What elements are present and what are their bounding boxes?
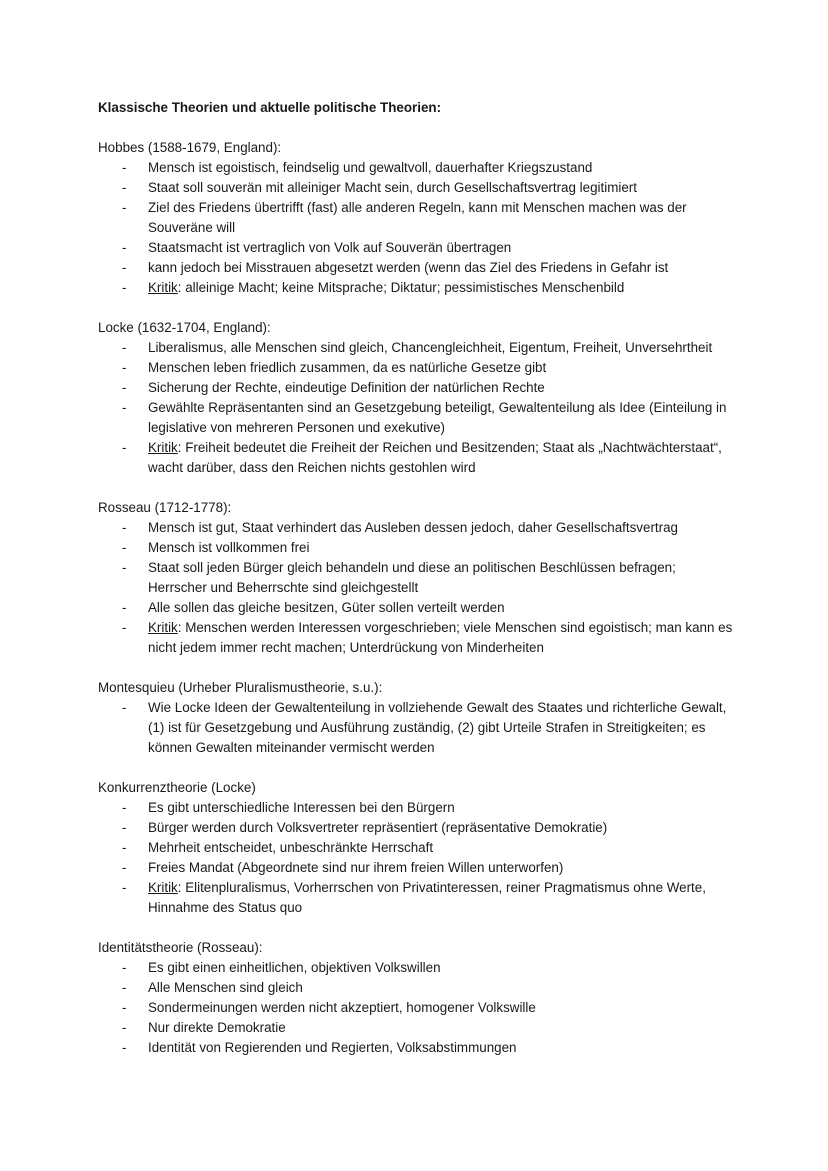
bullet-dash: -	[122, 700, 127, 715]
bullet-dash: -	[122, 960, 127, 975]
list-item-text: Alle sollen das gleiche besitzen, Güter sollen verteilt werden	[148, 600, 505, 615]
list-item-text: Alle Menschen sind gleich	[148, 980, 303, 995]
list-item	[98, 178, 738, 198]
document-title: Klassische Theorien und aktuelle politische Theorien:	[98, 100, 442, 115]
list-item-text: Mensch ist egoistisch, feindselig und gewaltvoll, dauerhafter Kriegszustand	[148, 160, 593, 175]
bullet-list	[98, 338, 738, 478]
list-item-text: Ziel des Friedens übertrifft (fast) alle anderen Regeln, kann mit Menschen machen was der Souveräne will	[148, 200, 687, 235]
list-item	[98, 1038, 738, 1058]
section	[98, 318, 738, 478]
bullet-dash: -	[122, 400, 127, 415]
bullet-list	[98, 158, 738, 298]
list-item-text: Freies Mandat (Abgeordnete sind nur ihrem freien Willen unterworfen)	[148, 860, 564, 875]
bullet-dash: -	[122, 1040, 127, 1055]
bullet-list	[98, 698, 738, 758]
list-item-text: Mehrheit entscheidet, unbeschränkte Herrschaft	[148, 840, 434, 855]
list-item	[98, 858, 738, 878]
list-item	[98, 158, 738, 178]
list-item	[98, 978, 738, 998]
kritik-label: Kritik	[148, 440, 178, 455]
list-item	[98, 598, 738, 618]
list-item	[98, 698, 738, 758]
list-item-text: Gewählte Repräsentanten sind an Gesetzgebung beteiligt, Gewaltenteilung als Idee (Einteilung in legislative von mehreren Personen und exekutive)	[148, 400, 727, 435]
bullet-dash: -	[122, 600, 127, 615]
list-item-text: Es gibt einen einheitlichen, objektiven Volkswillen	[148, 960, 441, 975]
bullet-dash: -	[122, 200, 127, 215]
section	[98, 938, 738, 1058]
bullet-list	[98, 958, 738, 1058]
kritik-label: Kritik	[148, 880, 178, 895]
bullet-dash: -	[122, 1000, 127, 1015]
bullet-dash: -	[122, 880, 127, 895]
list-item-text: Sondermeinungen werden nicht akzeptiert, homogener Volkswille	[148, 1000, 536, 1015]
section	[98, 498, 738, 658]
bullet-dash: -	[122, 620, 127, 635]
list-item-text: Identität von Regierenden und Regierten, Volksabstimmungen	[148, 1040, 517, 1055]
section-heading: Identitätstheorie (Rosseau):	[98, 940, 263, 955]
list-item	[98, 238, 738, 258]
list-item-text: Bürger werden durch Volksvertreter repräsentiert (repräsentative Demokratie)	[148, 820, 608, 835]
kritik-label: Kritik	[148, 620, 178, 635]
bullet-dash: -	[122, 860, 127, 875]
list-item	[98, 378, 738, 398]
list-item	[98, 398, 738, 438]
bullet-dash: -	[122, 540, 127, 555]
list-item	[98, 258, 738, 278]
kritik-label: Kritik	[148, 280, 178, 295]
list-item	[98, 558, 738, 598]
section	[98, 138, 738, 298]
list-item	[98, 878, 738, 918]
list-item	[98, 198, 738, 238]
bullet-dash: -	[122, 380, 127, 395]
bullet-dash: -	[122, 260, 127, 275]
list-item-text: Menschen leben friedlich zusammen, da es natürliche Gesetze gibt	[148, 360, 547, 375]
bullet-dash: -	[122, 980, 127, 995]
list-item	[98, 338, 738, 358]
list-item-text: Nur direkte Demokratie	[148, 1020, 286, 1035]
list-item-text: kann jedoch bei Misstrauen abgesetzt werden (wenn das Ziel des Friedens in Gefahr ist	[148, 260, 669, 275]
list-item	[98, 798, 738, 818]
bullet-dash: -	[122, 560, 127, 575]
section-heading: Locke (1632-1704, England):	[98, 320, 271, 335]
sections-container	[98, 138, 738, 1058]
list-item-text: : Menschen werden Interessen vorgeschrieben; viele Menschen sind egoistisch; man kann es nicht jedem immer recht machen; Unterdrückung von Minderheiten	[148, 620, 733, 655]
bullet-dash: -	[122, 180, 127, 195]
bullet-dash: -	[122, 360, 127, 375]
bullet-dash: -	[122, 440, 127, 455]
list-item-text: : alleinige Macht; keine Mitsprache; Diktatur; pessimistisches Menschenbild	[177, 280, 625, 295]
list-item-text: Mensch ist gut, Staat verhindert das Ausleben dessen jedoch, daher Gesellschaftsvertrag	[148, 520, 678, 535]
list-item-text: Wie Locke Ideen der Gewaltenteilung in vollziehende Gewalt des Staates und richterliche Gewalt, (1) ist für Gesetzgebung und Ausführung zuständig, (2) gibt Urteile Strafen in Streitigkeiten; es können Gewalten miteinander vermischt werden	[148, 700, 727, 755]
list-item-text: Staatsmacht ist vertraglich von Volk auf Souverän übertragen	[148, 240, 512, 255]
list-item-text: : Elitenpluralismus, Vorherrschen von Privatinteressen, reiner Pragmatismus ohne Werte, Hinnahme des Status quo	[148, 880, 706, 915]
bullet-dash: -	[122, 240, 127, 255]
section-heading: Konkurrenztheorie (Locke)	[98, 780, 256, 795]
list-item	[98, 358, 738, 378]
list-item	[98, 518, 738, 538]
bullet-dash: -	[122, 1020, 127, 1035]
list-item-text: Sicherung der Rechte, eindeutige Definition der natürlichen Rechte	[148, 380, 545, 395]
bullet-dash: -	[122, 280, 127, 295]
section	[98, 678, 738, 758]
bullet-dash: -	[122, 520, 127, 535]
list-item	[98, 278, 738, 298]
list-item-text: Liberalismus, alle Menschen sind gleich, Chancengleichheit, Eigentum, Freiheit, Unversehrtheit	[148, 340, 713, 355]
list-item-text: Staat soll jeden Bürger gleich behandeln und diese an politischen Beschlüssen befragen; Herrscher und Beherrschte sind gleichgestellt	[148, 560, 676, 595]
list-item	[98, 1018, 738, 1038]
list-item-text: : Freiheit bedeutet die Freiheit der Reichen und Besitzenden; Staat als „Nachtwächterstaat“, wacht darüber, dass den Reichen nichts gestohlen wird	[148, 440, 722, 475]
bullet-dash: -	[122, 840, 127, 855]
list-item	[98, 618, 738, 658]
list-item	[98, 818, 738, 838]
bullet-dash: -	[122, 160, 127, 175]
document-page	[98, 98, 738, 1078]
section	[98, 778, 738, 918]
section-heading: Montesquieu (Urheber Pluralismustheorie, s.u.):	[98, 680, 383, 695]
section-heading: Hobbes (1588-1679, England):	[98, 140, 282, 155]
list-item	[98, 958, 738, 978]
list-item	[98, 438, 738, 478]
bullet-dash: -	[122, 800, 127, 815]
list-item	[98, 538, 738, 558]
bullet-list	[98, 518, 738, 658]
section-heading: Rosseau (1712-1778):	[98, 500, 232, 515]
bullet-dash: -	[122, 820, 127, 835]
bullet-dash: -	[122, 340, 127, 355]
bullet-list	[98, 798, 738, 918]
list-item-text: Mensch ist vollkommen frei	[148, 540, 310, 555]
list-item-text: Staat soll souverän mit alleiniger Macht sein, durch Gesellschaftsvertrag legitimiert	[148, 180, 637, 195]
list-item	[98, 838, 738, 858]
list-item	[98, 998, 738, 1018]
list-item-text: Es gibt unterschiedliche Interessen bei den Bürgern	[148, 800, 455, 815]
